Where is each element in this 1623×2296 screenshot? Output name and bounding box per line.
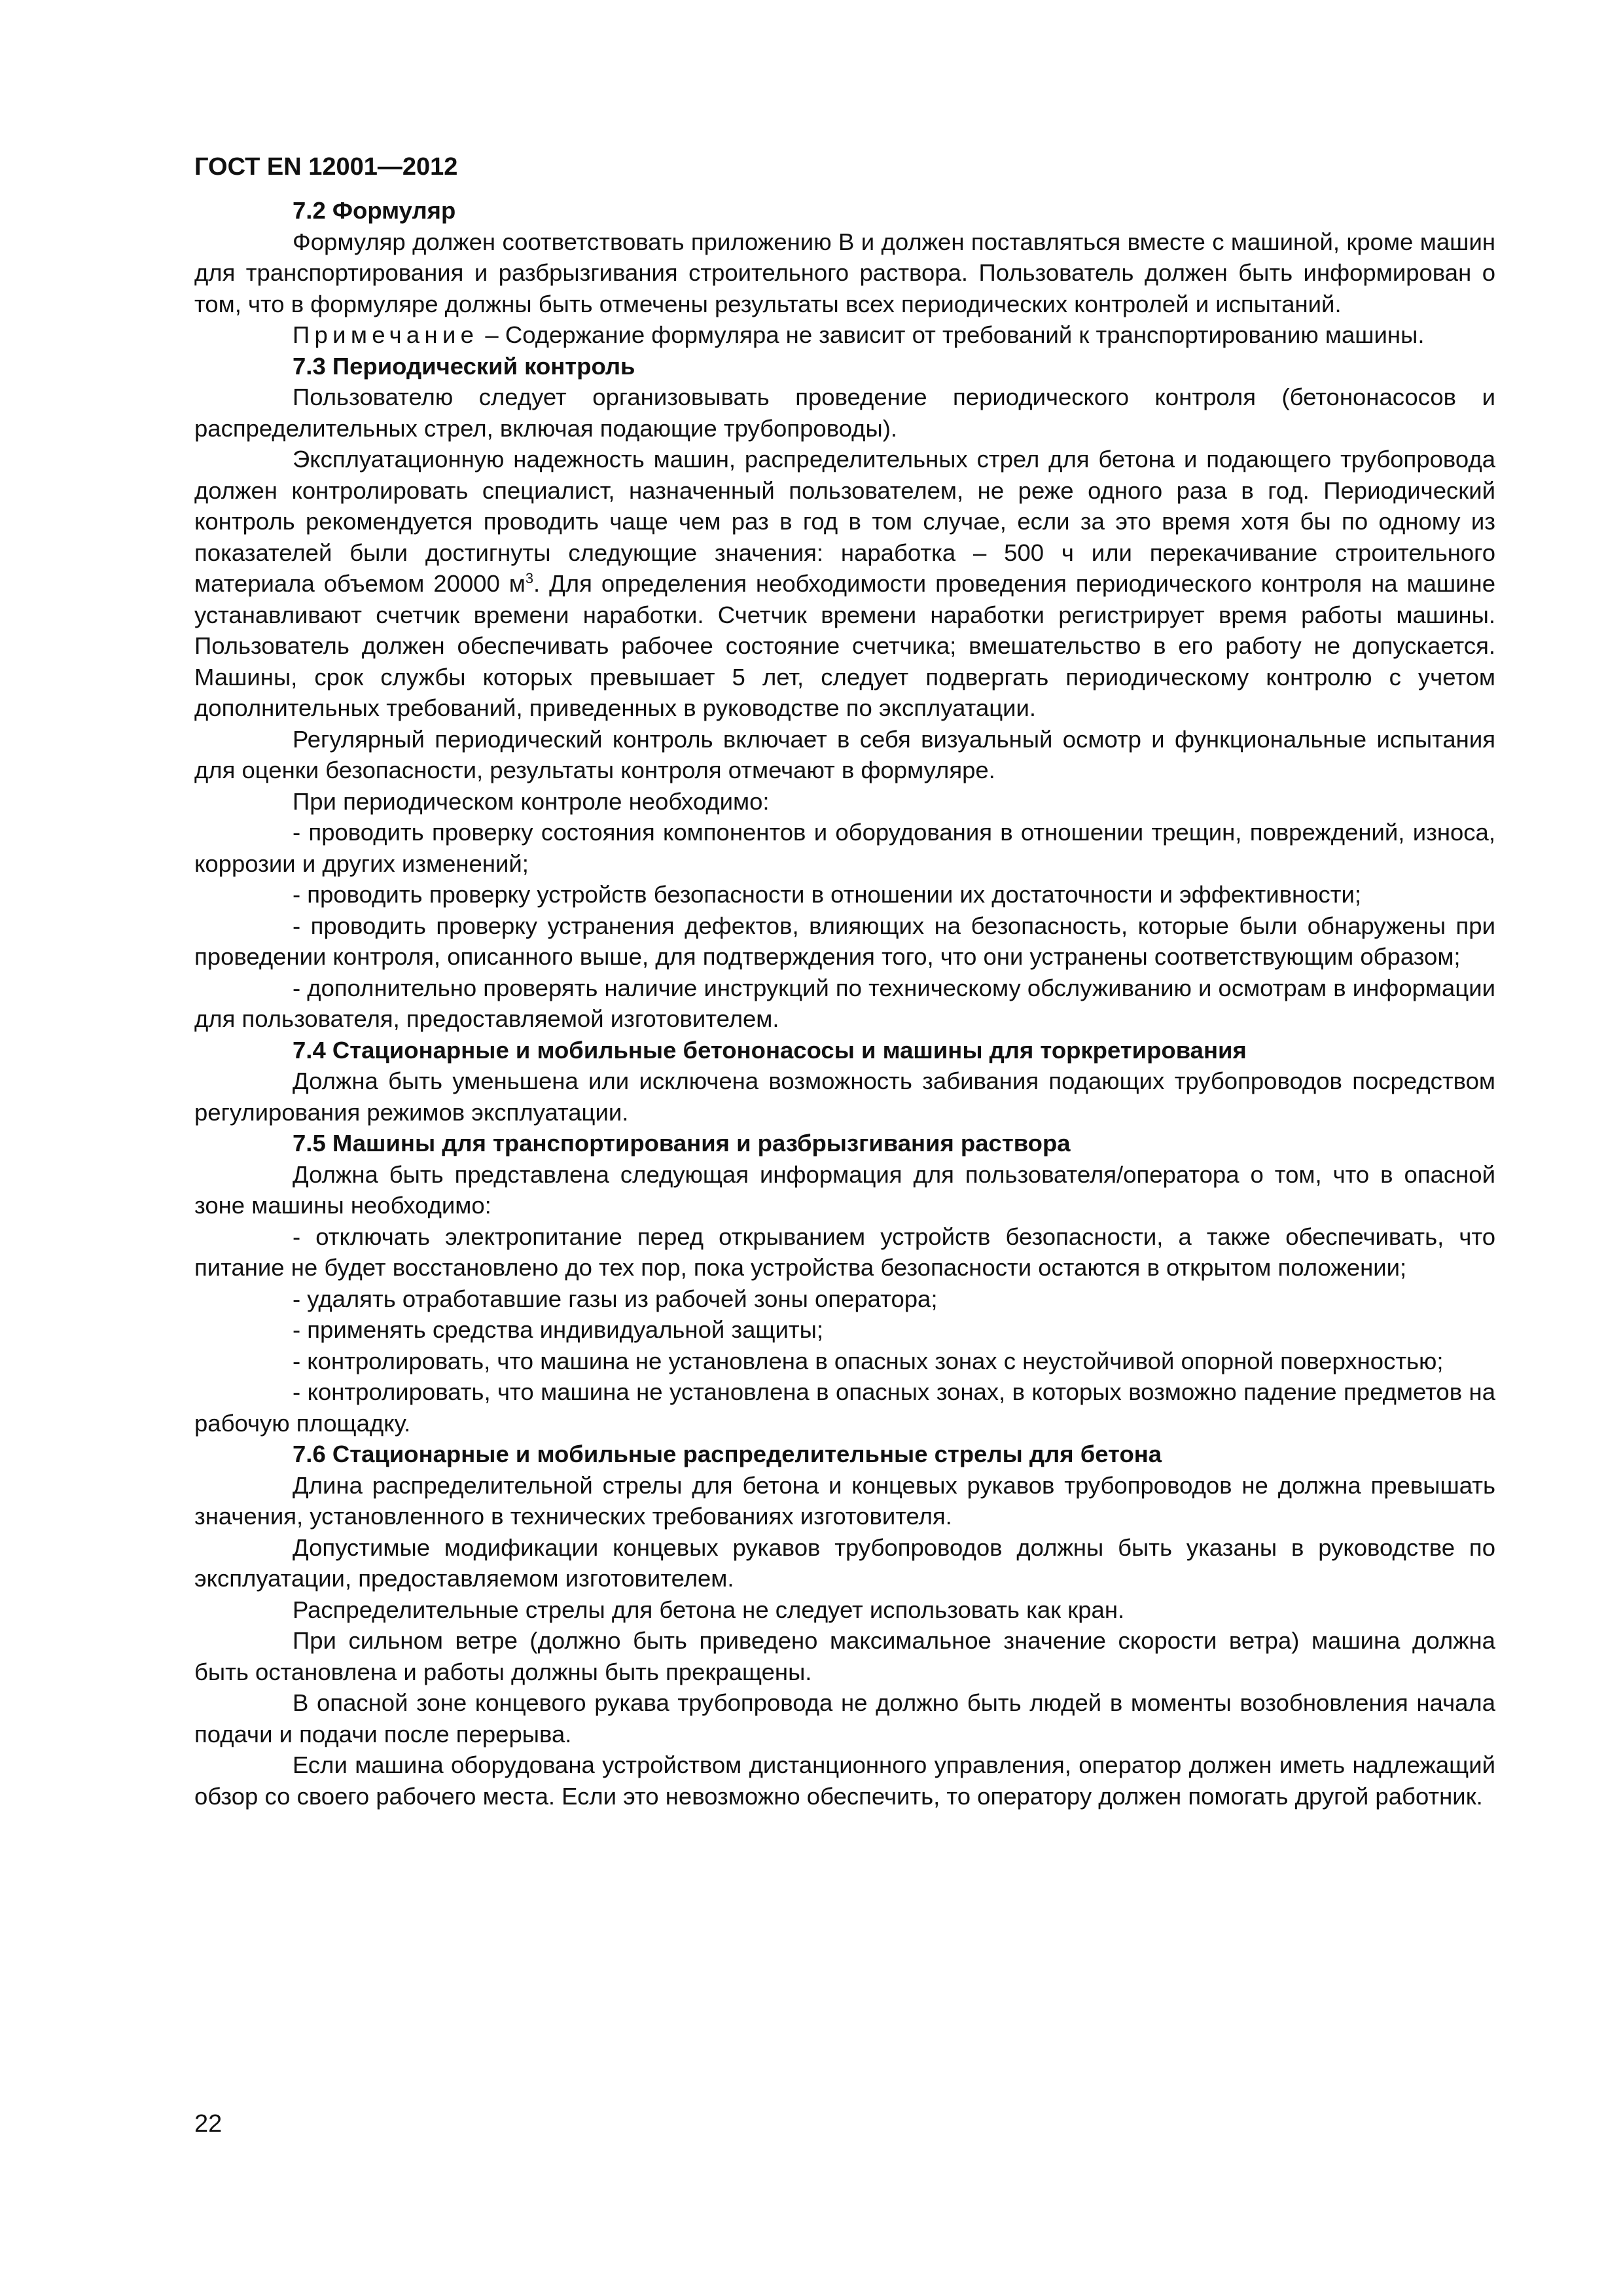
list-item: - контролировать, что машина не установлена в опасных зонах с неустойчивой опорной поверхностью; xyxy=(293,1347,1444,1374)
list-item: - дополнительно проверять наличие инструкций по техническому обслуживанию и осмотрам в информации для пользователя, предоставляемой изготовителем. xyxy=(194,974,1496,1032)
superscript: 3 xyxy=(525,569,533,586)
section-7-2-note xyxy=(194,319,1495,351)
section-7-3-paragraph-4: При периодическом контроле необходимо: xyxy=(293,787,770,815)
section-7-4-paragraph: Должна быть уменьшена или исключена возможность забивания подающих трубопроводов посредством регулирования режимов эксплуатации. xyxy=(194,1067,1495,1126)
section-7-5-paragraph: Должна быть представлена следующая информация для пользователя/оператора о том, что в опасной зоне машины необходимо: xyxy=(194,1160,1495,1219)
section-7-3-paragraph-1: Пользователю следует организовывать проведение периодического контроля (бетононасосов и распределительных стрел, включая подающие трубопроводы). xyxy=(194,384,1495,442)
section-7-4-heading: 7.4 Стационарные и мобильные бетононасосы и машины для торкретирования xyxy=(293,1036,1247,1064)
paragraph-text: Эксплуатационную надежность машин, распределительных стрел для бетона и подающего трубопровода должен контролировать специалист, назначенный пользователем, не реже одного раза в год. Периодический контроль рекомендуется проводить чаще чем раз в год в том случае, если за это время хотя бы по одному из показателей были достигнуты следующие значения: наработка – 500 ч или перекачивание строительного материала объемом 20000 м xyxy=(194,446,1495,597)
section-7-2-heading: 7.2 Формуляр xyxy=(293,197,456,224)
note-text: – Содержание формуляра не зависит от требований к транспортированию машины. xyxy=(478,321,1425,348)
list-item: - проводить проверку устранения дефектов, влияющих на безопасность, которые были обнаружены при проведении контроля, описанного выше, для подтверждения того, что они устранены соответствующим образом; xyxy=(194,912,1495,970)
list-item: - проводить проверку состояния компонентов и оборудования в отношении трещин, повреждений, износа, коррозии и других изменений; xyxy=(194,819,1495,877)
note-label: Примечание xyxy=(293,321,479,348)
section-7-5-heading: 7.5 Машины для транспортирования и разбрызгивания раствора xyxy=(293,1130,1071,1157)
list-item: - контролировать, что машина не установлена в опасных зонах, в которых возможно падение предметов на рабочую площадку. xyxy=(194,1378,1495,1437)
section-7-6-heading: 7.6 Стационарные и мобильные распределительные стрелы для бетона xyxy=(293,1441,1162,1467)
section-7-6-paragraph: При сильном ветре (должно быть приведено максимальное значение скорости ветра) машина должна быть остановлена и работы должны быть прекращены. xyxy=(194,1627,1495,1685)
document-body xyxy=(194,195,1495,1812)
page-number: 22 xyxy=(194,2110,223,2138)
section-7-3-paragraph-2 xyxy=(194,444,1495,724)
section-7-6-paragraph: Длина распределительной стрелы для бетона и концевых рукавов трубопроводов не должна превышать значения, установленного в технических требованиях изготовителя. xyxy=(194,1471,1495,1530)
section-7-6-paragraph: Допустимые модификации концевых рукавов трубопроводов должны быть указаны в руководстве по эксплуатации, предоставляемом изготовителем. xyxy=(194,1534,1495,1592)
section-7-6-paragraph: В опасной зоне концевого рукава трубопровода не должно быть людей в моменты возобновления начала подачи и подачи после перерыва. xyxy=(194,1689,1495,1748)
section-7-6-paragraph: Распределительные стрелы для бетона не следует использовать как кран. xyxy=(293,1596,1125,1623)
section-7-3-paragraph-3: Регулярный периодический контроль включает в себя визуальный осмотр и функциональные испытания для оценки безопасности, результаты контроля отмечают в формуляре. xyxy=(194,725,1495,783)
section-7-3-heading: 7.3 Периодический контроль xyxy=(293,352,635,380)
section-7-2-paragraph: Формуляр должен соответствовать приложению В и должен поставляться вместе с машиной, кроме машин для транспортирования и разбрызгивания строительного раствора. Пользователь должен быть информирован о том, что в формуляре должны быть отмечены результаты всех периодических контролей и испытаний. xyxy=(194,228,1495,317)
list-item: - применять средства индивидуальной защиты; xyxy=(293,1316,823,1343)
list-item: - отключать электропитание перед открыванием устройств безопасности, а также обеспечивать, что питание не будет восстановлено до тех пор, пока устройства безопасности остаются в открытом положении; xyxy=(194,1223,1495,1281)
document-header: ГОСТ EN 12001—2012 xyxy=(194,153,458,181)
section-7-6-paragraph: Если машина оборудована устройством дистанционного управления, оператор должен иметь надлежащий обзор со своего рабочего места. Если это невозможно обеспечить, то оператору должен помогать другой работник. xyxy=(194,1751,1495,1810)
list-item: - проводить проверку устройств безопасности в отношении их достаточности и эффективности; xyxy=(293,881,1362,908)
paragraph-text: . Для определения необходимости проведения периодического контроля на машине устанавливают счетчик времени наработки. Счетчик времени наработки регистрирует время работы машины. Пользователь должен обеспечивать рабочее состояние счетчика; вмешательство в его работу не допускается. Машины, срок службы которых превышает 5 лет, следует подвергать периодическому контролю с учетом дополнительных требований, приведенных в руководстве по эксплуатации. xyxy=(194,570,1496,721)
list-item: - удалять отработавшие газы из рабочей зоны оператора; xyxy=(293,1285,938,1312)
